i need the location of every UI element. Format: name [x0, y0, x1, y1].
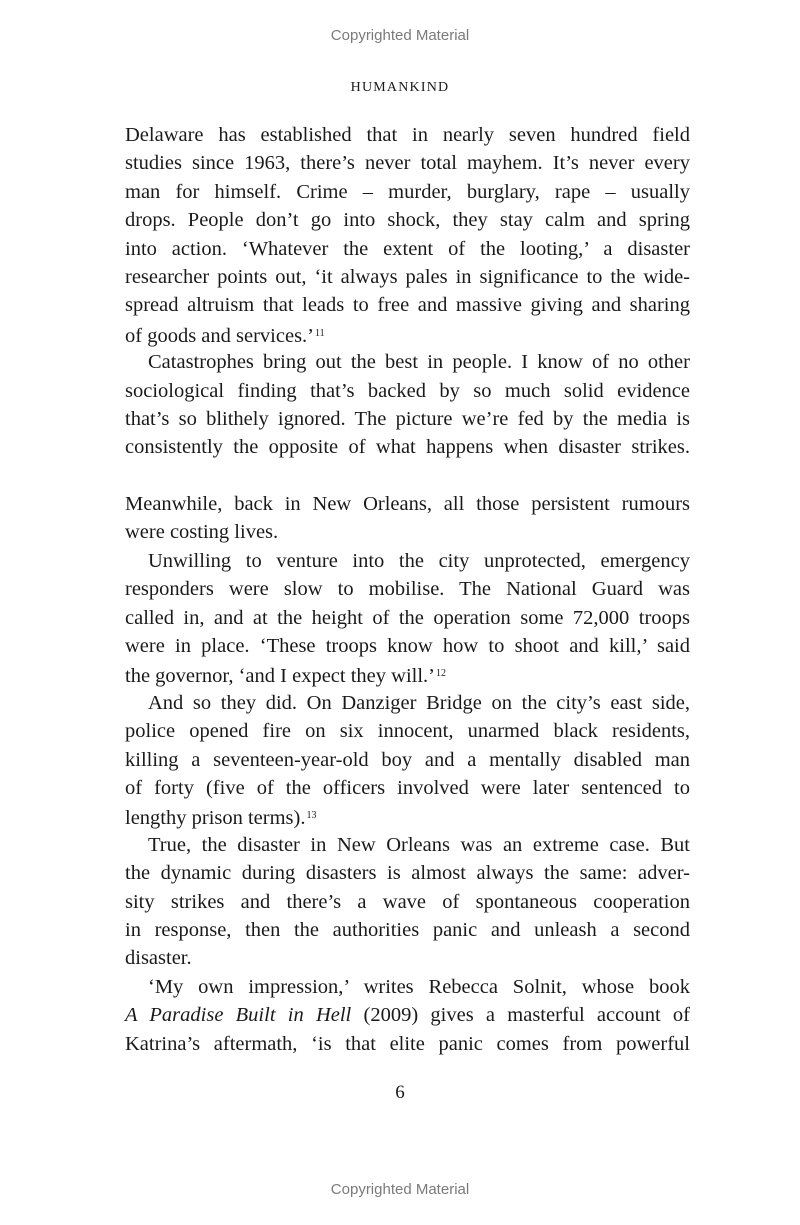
text-line: sity strikes and there’s a wave of spontaneous cooperation: [125, 890, 690, 913]
book-title: A Paradise Built in Hell: [125, 1004, 352, 1027]
text-line: police opened fire on six innocent, unarmed black residents,: [125, 720, 690, 743]
text-line: that’s so blithely ignored. The picture we’re fed by the media is: [125, 407, 690, 430]
text-line: into action. ‘Whatever the extent of the looting,’ a disaster: [125, 237, 690, 260]
text-line: of goods and services.’$^{11}$: [125, 324, 325, 347]
text-line: were costing lives.: [125, 521, 279, 544]
text-line: of forty (five of the officers involved were later sentenced to: [125, 776, 690, 799]
text-line: the governor, ‘and I expect they will.’$^{12}$: [125, 665, 446, 688]
text-line: killing a seventeen-year-old boy and a mentally disabled man: [125, 748, 690, 771]
text-line: consistently the opposite of what happens when disaster strikes.: [125, 436, 690, 459]
footnote-ref: 11: [315, 327, 325, 339]
text-line: responders were slow to mobilise. The National Guard was: [125, 578, 690, 601]
text-line: Unwilling to venture into the city unprotected, emergency: [148, 549, 690, 572]
page-number: 6: [395, 1082, 405, 1103]
footnote-ref: 12: [435, 668, 446, 680]
text-line: drops. People don’t go into shock, they stay calm and spring: [125, 209, 690, 232]
text-line: Delaware has established that in nearly seven hundred field: [125, 124, 690, 146]
text-line: A Paradise Built in Hell (2009) gives a masterful account of: [125, 1004, 691, 1027]
text-line: sociological finding that’s backed by so much solid evidence: [125, 379, 690, 402]
body-text: [125, 121, 690, 1058]
text-line: studies since 1963, there’s never total mayhem. It’s never every: [125, 152, 690, 175]
text-line: called in, and at the height of the operation some 72,000 troops: [125, 606, 690, 629]
text-line: in response, then the authorities panic and unleash a second: [125, 918, 690, 941]
text-line: lengthy prison terms).$^{13}$: [125, 807, 317, 830]
text-line: Katrina’s aftermath, ‘is that elite panic comes from powerful: [125, 1032, 690, 1055]
text-line: spread altruism that leads to free and massive giving and sharing: [125, 294, 690, 317]
text-line: researcher points out, ‘it always pales in significance to the wide-: [125, 265, 690, 288]
copyright-watermark-top: Copyrighted Material: [330, 27, 470, 44]
section-break: [125, 462, 690, 490]
text-line: were in place. ‘These troops know how to shoot and kill,’ said: [125, 635, 690, 658]
text-line: And so they did. On Danziger Bridge on the city’s east side,: [148, 691, 690, 714]
text-line: True, the disaster in New Orleans was an extreme case. But: [148, 833, 690, 856]
text-line: man for himself. Crime – murder, burglary, rape – usually: [125, 180, 690, 203]
running-head: HUMANKIND: [350, 80, 450, 95]
text-line: Catastrophes bring out the best in people. I know of no other: [148, 351, 690, 374]
text-line: Meanwhile, back in New Orleans, all those persistent rumours: [125, 493, 690, 516]
footnote-ref: 13: [306, 810, 317, 822]
copyright-watermark-bottom: Copyrighted Material: [330, 1181, 470, 1198]
text-line: ‘My own impression,’ writes Rebecca Solnit, whose book: [148, 975, 690, 998]
text-line: the dynamic during disasters is almost always the same: adver-: [125, 862, 690, 885]
text-line: disaster.: [125, 947, 192, 970]
